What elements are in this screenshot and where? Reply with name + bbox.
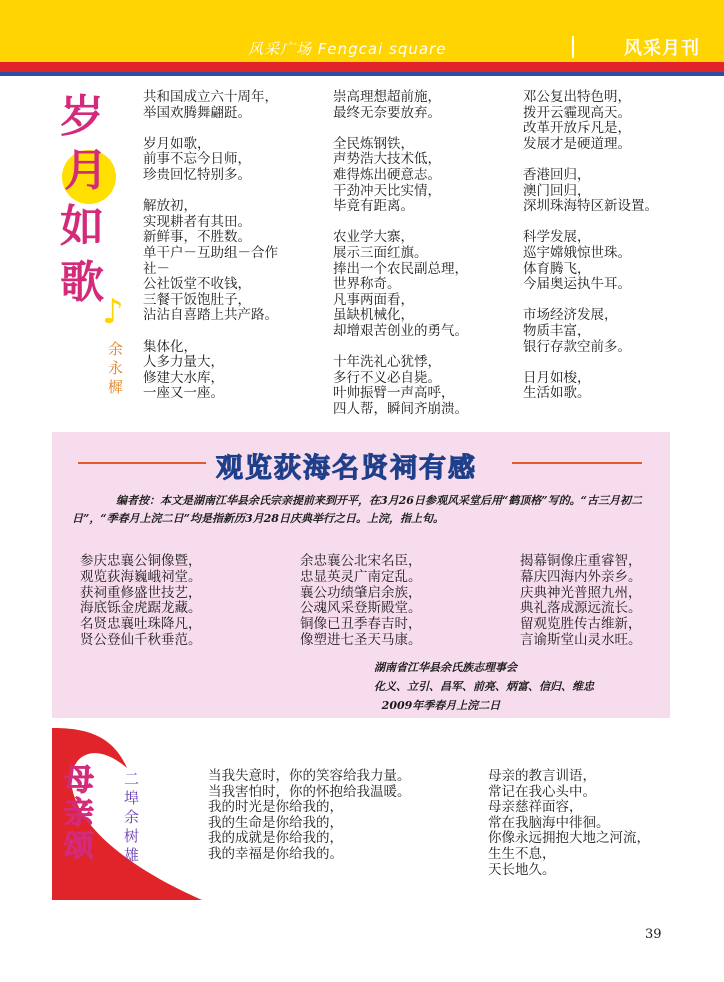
magazine-title: 风采月刊	[624, 38, 700, 59]
poem2-column-2: 余忠襄公北宋名臣， 忠显英灵广南定乱。 襄公功绩肇启余族， 公魂风采登斯殿堂。 铜像已丑季春吉时， 像塑进七圣天马康。	[300, 553, 422, 648]
title-rule-left	[78, 462, 206, 464]
page-number: 39	[645, 927, 662, 942]
poem3-title: 母亲颂	[64, 763, 94, 864]
section-title: 风采广场 Fengcai square	[248, 40, 447, 58]
poem1-title	[60, 91, 124, 308]
poem1-title-char: 歌	[60, 257, 104, 308]
poem2-column-3: 揭幕铜像庄重睿智， 幕庆四海内外亲乡。 庆典神光普照九州， 典礼落成源远流长。 留观览胜传古维新， 言谕斯堂山灵水旺。	[520, 553, 642, 648]
header-blue-band	[0, 72, 724, 76]
poem2-title: 观览荻海名贤祠有感	[216, 453, 477, 484]
poem2-panel	[52, 432, 670, 718]
poem3-column-2: 母亲的教言训语， 常记在我心头中。 母亲慈祥面容， 常在我脑海中徘徊。 你像永远拥抱大地之河流， 生生不息， 天长地久。	[488, 768, 650, 878]
page-header	[0, 0, 724, 62]
title-rule-right	[512, 462, 642, 464]
poem2-column-1: 参庆忠襄公铜像暨， 观览荻海巍峨祠堂。 获祠重修盛世技艺， 海底铄金虎踞龙藏。 名贤忠襄吐珠降凡， 贤公登仙千秋垂范。	[80, 553, 202, 648]
poem1-author: 余永樨	[108, 340, 124, 396]
editor-note: 编者按：本文是湖南江华县余氏宗亲提前来到开平，在3月26日参观风采堂后用“鹤顶格”写的。“古三月初二日”，“季春月上浣二日”均是指新历3月28日庆典举行之日。上浣，指上旬。	[72, 494, 642, 525]
poem1-title-char: 如	[60, 201, 104, 252]
poem1-title-char: 岁	[60, 91, 104, 142]
poem1-title-char: 月	[64, 145, 108, 196]
poem1-column-3: 邓公复出特色明， 拨开云霾现高天。 改革开放斥凡是， 发展才是硬道理。 香港回归， 澳门回归， 深圳珠海特区新设置。 科学发展， 巡宇嫦娥惊世珠。 体育腾飞， 今届奥运执牛耳。 市场经济发展， 物质丰富， 银行存款空前多。 日月如梭， 生活如歌。	[523, 89, 658, 402]
poem1-column-2: 崇高理想超前施， 最终无奈要放弃。 全民炼钢铁， 声势浩大技术低， 难得炼出硬意志。 干劲冲天比实情， 毕竟有距离。 农业学大寨， 展示三面红旗。 捧出一个农民副总理， 世界称奇。 凡事两面看， 虽缺机械化， 却增艰苦创业的勇气。 十年洗礼心犹悸， 多行不义必自毙。 叶帅振臂一声高呼， 四人帮，瞬间齐崩溃。	[333, 89, 468, 417]
poem2-signature: 湖南省江华县余氏族志理事会 化义、立引、昌军、前亮、炳富、信归、维忠 2009年季春月上浣二日	[374, 661, 594, 712]
header-divider	[572, 36, 574, 58]
poem3-column-1: 当我失意时，你的笑容给我力量。 当我害怕时，你的怀抱给我温暖。 我的时光是你给我的， 我的生命是你给我的， 我的成就是你给我的， 我的幸福是你给我的。	[208, 768, 411, 862]
music-note-icon: ♪	[102, 292, 124, 332]
header-red-band	[0, 62, 724, 72]
poem1-column-1: 共和国成立六十周年， 举国欢腾舞翩跹。 岁月如歌， 前事不忘今日师， 珍贵回忆特别多。 解放初， 实现耕者有其田。 新鲜事，不胜数。 单干户－互助组－合作 社－ 公社饭堂不收钱， 三餐干饭饱肚子， 沾沾自喜踏上共产路。 集体化， 人多力量大， 修建大水库， 一座又一座。	[143, 89, 278, 402]
poem3-author: 二埠余树雄	[124, 770, 140, 864]
